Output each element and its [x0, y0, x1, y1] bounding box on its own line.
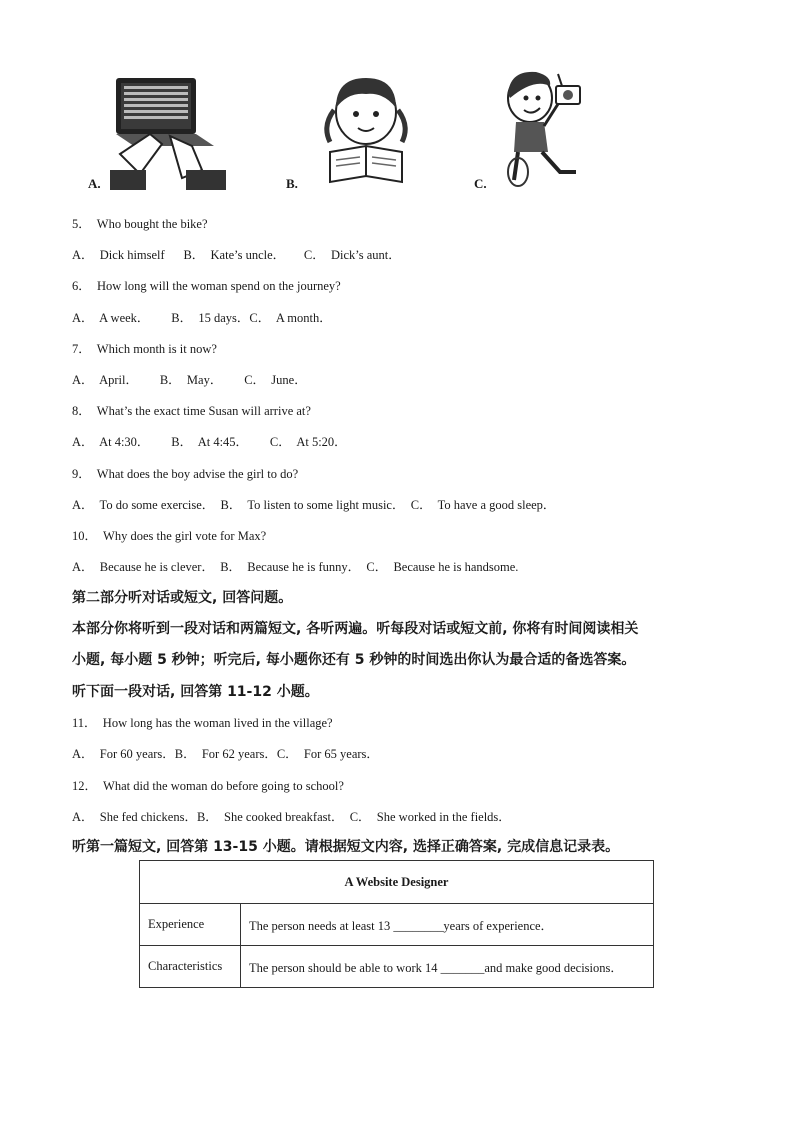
question-5-options: A． Dick himself B． Kate’s uncle． C． Dick’s aunt．	[72, 248, 401, 262]
table-row	[140, 904, 654, 946]
laptop-typing-icon	[110, 74, 230, 192]
question-12-options: A． She fed chickens．B． She cooked breakfast． C． She worked in the fields．	[72, 810, 511, 824]
girl-reading-icon	[316, 70, 416, 190]
question-6: 6． How long will the woman spend on the journey?	[72, 279, 341, 293]
option-b-label: B.	[286, 176, 298, 191]
picture-options	[82, 68, 602, 196]
question-8: 8． What’s the exact time Susan will arrive at?	[72, 404, 311, 418]
section2-intro-line2: 小题, 每小题 5 秒钟；听完后, 每小题你还有 5 秒钟的时间选出你认为最合适的备选答案。	[72, 652, 636, 668]
row-text-experience: The person needs at least 13 ________years of experience．	[241, 904, 654, 946]
info-record-table	[139, 860, 654, 988]
boy-radio-icon	[496, 68, 588, 190]
question-7: 7． Which month is it now?	[72, 342, 217, 356]
passage-heading: 听第一篇短文, 回答第 13-15 小题。请根据短文内容, 选择正确答案, 完成信息记录表。	[72, 839, 620, 855]
question-5: 5． Who bought the bike?	[72, 217, 208, 231]
section2-title: 第二部分听对话或短文, 回答问题。	[72, 590, 293, 606]
row-label-experience: Experience	[140, 904, 241, 946]
question-11-options: A． For 60 years．B． For 62 years．C． For 65 years．	[72, 747, 379, 761]
dialog-heading: 听下面一段对话, 回答第 11-12 小题。	[72, 684, 319, 700]
table-title: A Website Designer	[140, 861, 654, 904]
question-10: 10． Why does the girl vote for Max?	[72, 529, 267, 543]
row-text-characteristics: The person should be able to work 14 _______and make good decisions．	[241, 946, 654, 988]
option-a-label: A.	[88, 176, 101, 191]
question-11: 11． How long has the woman lived in the village?	[72, 716, 333, 730]
section2-intro-line1: 本部分你将听到一段对话和两篇短文, 各听两遍。听每段对话或短文前, 你将有时间阅读相关	[72, 621, 639, 637]
question-8-options: A． At 4:30． B． At 4:45． C． At 5:20．	[72, 435, 347, 449]
option-c-label: C.	[474, 176, 487, 191]
question-7-options: A． April． B． May． C． June．	[72, 373, 307, 387]
row-label-characteristics: Characteristics	[140, 946, 241, 988]
question-9-options: A． To do some exercise． B． To listen to some light music． C． To have a good sleep．	[72, 498, 556, 512]
table-row	[140, 946, 654, 988]
question-9: 9． What does the boy advise the girl to do?	[72, 467, 299, 481]
question-6-options: A． A week． B． 15 days．C． A month．	[72, 311, 332, 325]
question-12: 12． What did the woman do before going to school?	[72, 779, 344, 793]
question-10-options: A． Because he is clever． B． Because he is funny． C． Because he is handsome.	[72, 560, 519, 574]
